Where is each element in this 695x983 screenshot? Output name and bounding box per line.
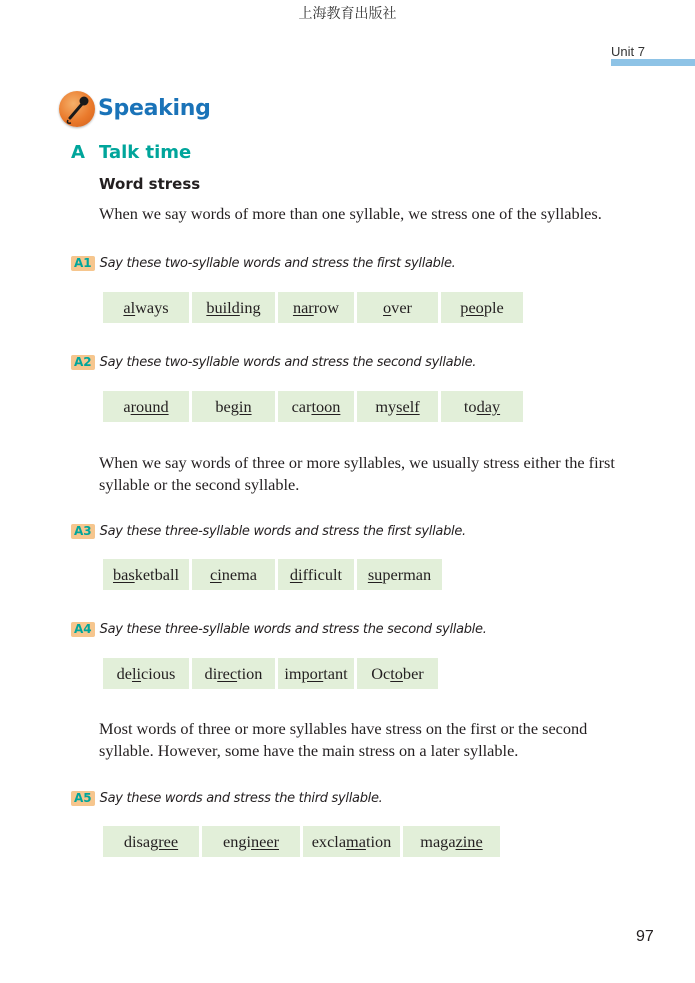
word-cell: magazine: [403, 826, 500, 857]
word-cell: over: [357, 292, 438, 323]
task-instruction: Say these words and stress the third syllable.: [99, 790, 383, 806]
task-instruction: Say these two-syllable words and stress the second syllable.: [99, 354, 477, 370]
paragraph-3: Most words of three or more syllables have stress on the first or the second syllable. However, some have the main stress on a later syllable.: [99, 719, 588, 760]
microphone-icon: [59, 91, 95, 127]
word-cell: today: [441, 391, 523, 422]
word-row-a3: [103, 559, 445, 590]
page-number: 97: [636, 928, 654, 945]
word-cell: engineer: [202, 826, 300, 857]
word-cell: October: [357, 658, 438, 689]
word-cell: disagree: [103, 826, 199, 857]
word-cell: begin: [192, 391, 275, 422]
word-cell: superman: [357, 559, 442, 590]
task-instruction: Say these two-syllable words and stress the first syllable.: [99, 255, 456, 271]
sub-heading: Word stress: [99, 175, 201, 193]
unit-bar: [611, 59, 695, 66]
word-row-a1: [103, 292, 526, 323]
word-cell: narrow: [278, 292, 354, 323]
word-cell: people: [441, 292, 523, 323]
part-letter: A: [71, 142, 85, 163]
word-cell: basketball: [103, 559, 189, 590]
paragraph-2: When we say words of three or more syllables, we usually stress either the first syllable or the second syllable.: [99, 453, 615, 494]
word-row-a5: [103, 826, 503, 857]
word-cell: delicious: [103, 658, 189, 689]
word-cell: always: [103, 292, 189, 323]
publisher-header: 上海教育出版社: [298, 6, 397, 22]
unit-label: Unit 7: [611, 44, 645, 59]
word-cell: important: [278, 658, 354, 689]
word-cell: difficult: [278, 559, 354, 590]
task-badge: A2: [71, 355, 95, 370]
task-instruction: Say these three-syllable words and stress the second syllable.: [99, 621, 487, 637]
task-a3: [71, 522, 466, 540]
task-badge: A5: [71, 791, 95, 806]
task-badge: A4: [71, 622, 95, 637]
word-cell: cinema: [192, 559, 275, 590]
word-cell: cartoon: [278, 391, 354, 422]
task-instruction: Say these three-syllable words and stress the first syllable.: [99, 523, 466, 539]
task-a5: [71, 789, 383, 807]
word-cell: building: [192, 292, 275, 323]
task-a4: [71, 620, 487, 638]
word-cell: direction: [192, 658, 275, 689]
word-row-a2: [103, 391, 526, 422]
task-badge: A3: [71, 524, 95, 539]
task-a2: [71, 353, 476, 371]
task-a1: [71, 254, 455, 272]
paragraph-1: When we say words of more than one syllable, we stress one of the syllables.: [99, 204, 602, 223]
word-cell: around: [103, 391, 189, 422]
task-badge: A1: [71, 256, 95, 271]
word-cell: myself: [357, 391, 438, 422]
word-row-a4: [103, 658, 441, 689]
section-title-speaking: Speaking: [98, 96, 211, 121]
word-cell: exclamation: [303, 826, 400, 857]
part-title: Talk time: [99, 142, 192, 163]
